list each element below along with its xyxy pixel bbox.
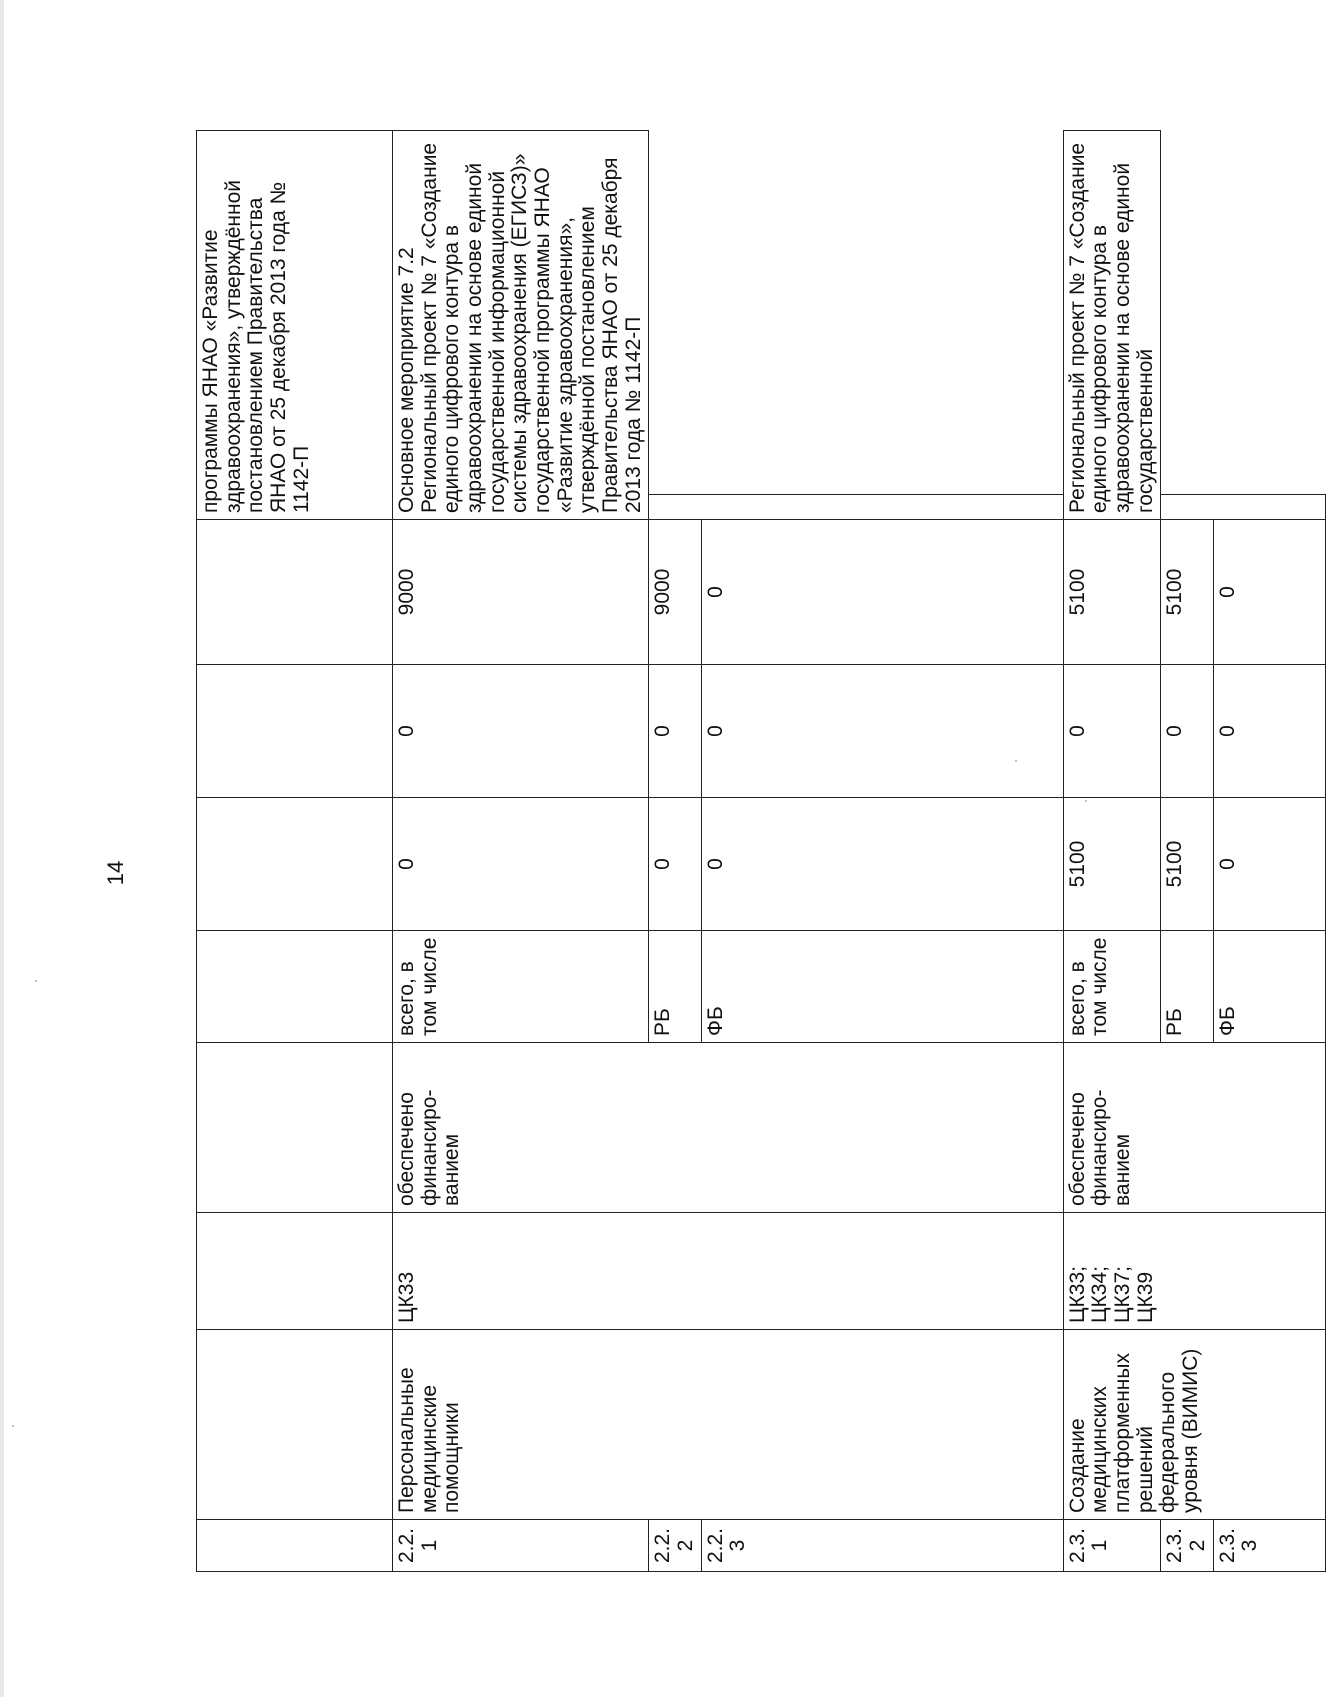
row-value-3: 9000 — [649, 520, 701, 665]
cell-empty — [197, 1520, 393, 1572]
row-value-2: 0 — [393, 665, 649, 798]
row-number: 2.2.1 — [393, 1520, 649, 1572]
row-value-1: 5100 — [1161, 798, 1213, 931]
rotated-table-wrapper — [196, 131, 1262, 1572]
row-source: всего, в том числе — [393, 931, 649, 1043]
scan-speck — [35, 980, 37, 982]
cell-empty — [197, 1330, 393, 1520]
row-code: ЦК33; ЦК34; ЦК37; ЦК39 — [1063, 1213, 1325, 1330]
row-number: 2.2.2 — [649, 1520, 701, 1572]
cell-spacer — [1161, 495, 1325, 520]
row-value-3: 0 — [1213, 520, 1325, 665]
row-note: Основное мероприятие 7.2 Региональный проект № 7 «Создание единого цифрового контура в здравоохранении на основе единой государственной информационной системы здравоохранения (ЕГИСЗ)» государственной программы ЯНАО «Развитие здравоохранения», утверждённой постановлением Правительства ЯНАО от 25 декабря 2013 года № 1142-П — [393, 130, 649, 519]
row-number: 2.3.1 — [1063, 1520, 1161, 1572]
table-row — [393, 130, 649, 1571]
row-name: Создание медицинских платформенных решений федерального уровня (ВИМИС) — [1063, 1330, 1325, 1520]
row-source: всего, в том числе — [1063, 931, 1161, 1043]
row-value-1: 0 — [1213, 798, 1325, 931]
row-status: обеспечено финансиро- ванием — [1063, 1043, 1325, 1213]
cell-empty — [197, 798, 393, 931]
funding-table — [196, 130, 1326, 1572]
row-number: 2.3.3 — [1213, 1520, 1325, 1572]
row-source: РБ — [1161, 931, 1213, 1043]
page-number: 14 — [103, 860, 128, 886]
cell-empty — [197, 1043, 393, 1213]
row-value-2: 0 — [1161, 665, 1213, 798]
continuation-row — [197, 130, 393, 1571]
row-value-3: 9000 — [393, 520, 649, 665]
row-source: РБ — [649, 931, 701, 1043]
row-value-2: 0 — [1063, 665, 1161, 798]
row-value-2: 0 — [701, 665, 1063, 798]
cell-spacer — [649, 495, 1063, 520]
row-value-1: 0 — [649, 798, 701, 931]
row-number: 2.3.2 — [1161, 1520, 1213, 1572]
row-source: ФБ — [1213, 931, 1325, 1043]
row-value-3: 5100 — [1063, 520, 1161, 665]
row-value-3: 0 — [701, 520, 1063, 665]
row-value-1: 0 — [393, 798, 649, 931]
row-code: ЦК33 — [393, 1213, 1064, 1330]
row-value-1: 5100 — [1063, 798, 1161, 931]
continuation-note: программы ЯНАО «Развитие здравоохранения», утверждённой постановлением Правительства ЯНАО от 25 декабря 2013 года № 1142-П — [197, 130, 393, 519]
row-name: Персональные медицинские помощники — [393, 1330, 1064, 1520]
row-value-2: 0 — [649, 665, 701, 798]
row-value-2: 0 — [1213, 665, 1325, 798]
scan-edge — [0, 0, 4, 1697]
row-value-3: 5100 — [1161, 520, 1213, 665]
table-row — [1063, 130, 1161, 1571]
cell-empty — [197, 520, 393, 665]
row-status: обеспечено финансиро- ванием — [393, 1043, 1064, 1213]
row-source: ФБ — [701, 931, 1063, 1043]
cell-empty — [197, 1213, 393, 1330]
row-value-1: 0 — [701, 798, 1063, 931]
scan-speck — [12, 1425, 14, 1427]
cell-empty — [197, 931, 393, 1043]
cell-empty — [197, 665, 393, 798]
row-number: 2.2.3 — [701, 1520, 1063, 1572]
row-note: Региональный проект № 7 «Создание единого цифрового контура в здравоохранении на основе единой государственной — [1063, 130, 1161, 519]
